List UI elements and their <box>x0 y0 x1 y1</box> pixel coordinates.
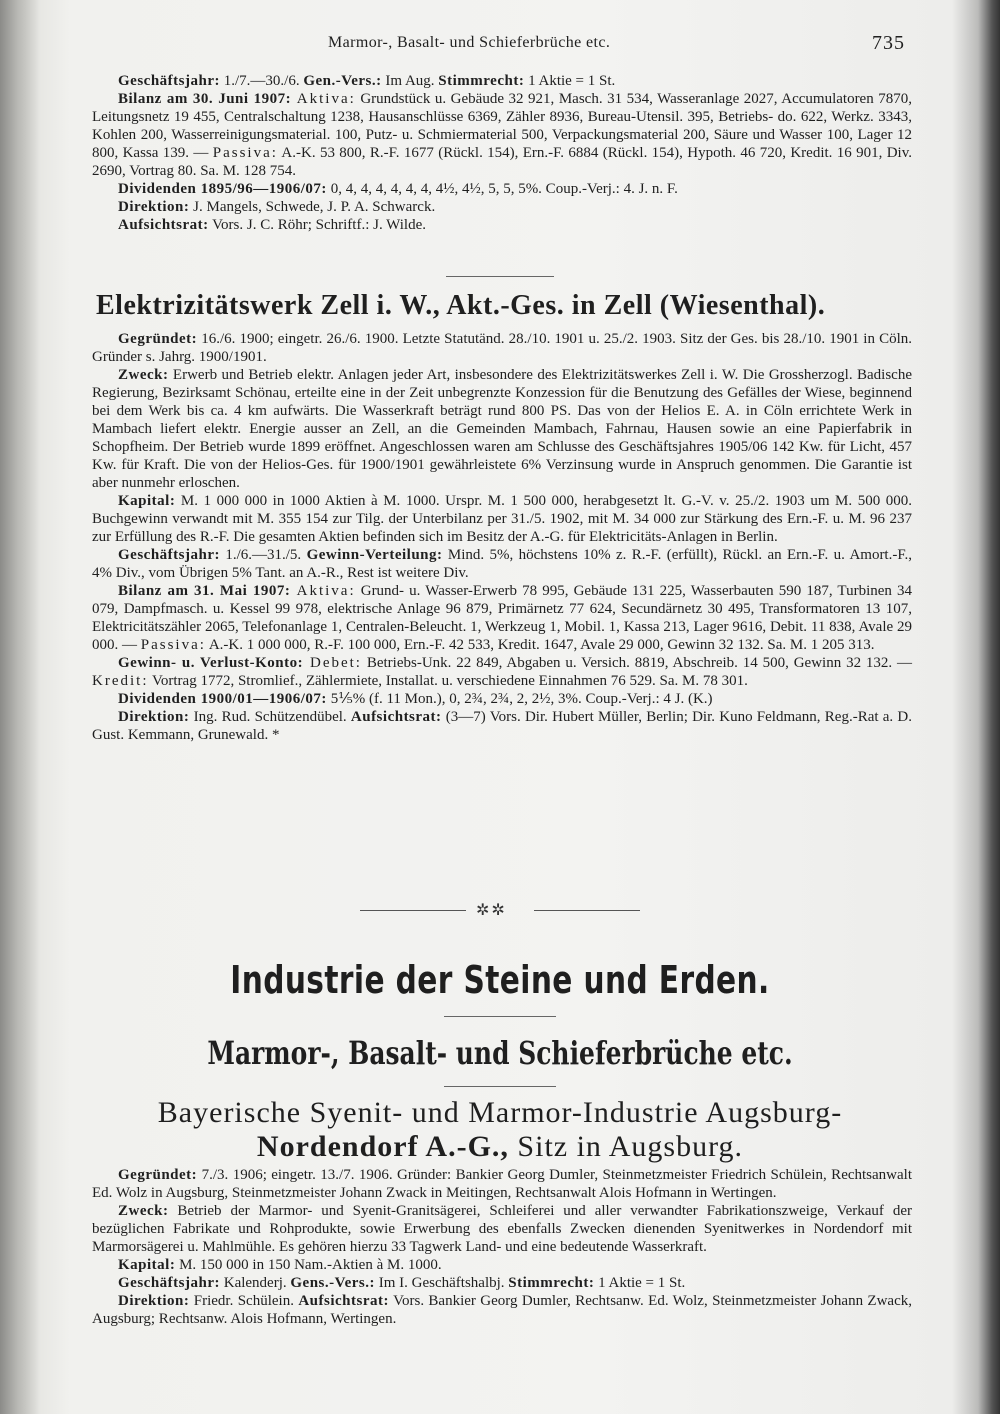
entry3-meta: Geschäftsjahr: Kalenderj. Gens.-Vers.: Im I. Geschäftshalbj. Stimmrecht: 1 Aktie = 1 St. <box>118 1275 686 1291</box>
page-right-shadow <box>952 0 1000 1414</box>
label-geschaeftsjahr: Geschäftsjahr: <box>118 547 220 563</box>
label-geschaeftsjahr: Geschäftsjahr: <box>118 1275 220 1291</box>
entry3-kapital: Kapital: M. 150 000 in 150 Nam.-Aktien à M. 1000. <box>118 1257 442 1273</box>
label-dividenden: Dividenden 1895/96—1906/07: <box>118 181 327 197</box>
page-left-shadow <box>0 0 40 1414</box>
label-kapital: Kapital: <box>118 493 176 509</box>
entry2-gegruendet: Gegründet: 16./6. 1900; eingetr. 26./6. 1900. Letzte Statutänd. 28./10. 1901 u. 25./2. 1903. Sitz der Ges. bis 28./10. 1901 in Cöln. Gründer s. Jahrg. 1900/1901. <box>92 331 912 365</box>
label-guv: Gewinn- u. Verlust-Konto: <box>118 655 304 671</box>
label-zweck: Zweck: <box>118 1203 169 1219</box>
entry-bayerische-syenit <box>92 1166 912 1328</box>
label-bilanz: Bilanz am 30. Juni 1907: <box>118 91 292 107</box>
label-aufsichtsrat: Aufsichtsrat: <box>298 1293 389 1309</box>
company-heading-elektrizitaetswerk: Elektrizitätswerk Zell i. W., Akt.-Ges. in Zell (Wiesenthal). <box>96 290 826 321</box>
entry2-guv: Gewinn- u. Verlust-Konto: Debet: Betriebs-Unk. 22 849, Abgaben u. Versich. 8819, Abschreib. 14 500, Gewinn 32 132. — Kredit: Vortrag 1772, Stromlief., Zählermiete, Installat. u. verschiedene Einnahmen 76 529. Sa. M. 78 301. <box>92 655 913 689</box>
label-gegruendet: Gegründet: <box>118 1167 198 1183</box>
section-rule-1 <box>444 1016 556 1017</box>
running-head <box>0 28 1000 56</box>
label-dividenden: Dividenden 1900/01—1906/07: <box>118 691 327 707</box>
label-gegruendet: Gegründet: <box>118 331 198 347</box>
running-head-title: Marmor-, Basalt- und Schieferbrüche etc. <box>328 34 611 51</box>
label-direktion: Direktion: <box>118 1293 190 1309</box>
company-heading-line2: Nordendorf A.-G., Sitz in Augsburg. <box>256 1130 744 1163</box>
entry1-bilanz: Bilanz am 30. Juni 1907: Aktiva: Grundstück u. Gebäude 32 921, Masch. 31 534, Wasseranlage 2027, Accumulatoren 7870, Leitungsnetz 19 455, Centralschaltung 1238, Hausanschlüsse 6369, Zähler 8936, Bureau-Utensil. 395, Betriebs- do. 622, Werkz. 3343, Kohlen 200, Wasserreinigungsmaterial. 100, Putz- u. Schmiermaterial 500, Verpackungsmaterial 200, Säure und Wasser 100, Lager 12 800, Kassa 139. — Passiva: A.-K. 53 800, R.-F. 1677 (Rückl. 154), Ern.-F. 6884 (Rückl. 154), Hypoth. 46 720, Kredit. 16 901, Div. 2690, Vortrag 80. Sa. M. 128 754. <box>92 91 913 179</box>
label-kapital: Kapital: <box>118 1257 176 1273</box>
entry3-zweck: Zweck: Betrieb der Marmor- und Syenit-Granitsägerei, Schleiferei und aller verwandter Fabrikationszweige, Verkauf der bezüglichen Fabrikate und Rohprodukte, sowie Erwerbung des ebenfalls Zwecken dienenden Syenitwerkes in Nordendorf mit Marmorsägerei u. Mahlmühle. Es gehören hierzu 33 Tagwerk Land- und eine bedeutende Wasserkraft. <box>92 1203 912 1255</box>
label-direktion: Direktion: <box>118 199 190 215</box>
label-zweck: Zweck: <box>118 367 169 383</box>
label-direktion: Direktion: <box>118 709 190 725</box>
label-gen-vers: Gens.-Vers.: <box>290 1275 375 1291</box>
entry2-dividenden: Dividenden 1900/01—1906/07: 5⅕% (f. 11 Mon.), 0, 2¾, 2¾, 2, 2½, 3%. Coup.-Verj.: 4 J. (K.) <box>118 691 713 707</box>
label-gewinn-verteilung: Gewinn-Verteilung: <box>306 547 443 563</box>
entry1-meta: Geschäftsjahr: 1./7.—30./6. Gen.-Vers.: Im Aug. Stimmrecht: 1 Aktie = 1 St. <box>118 73 616 89</box>
entry2-direktion: Direktion: Ing. Rud. Schützendübel. Aufsichtsrat: (3—7) Vors. Dir. Hubert Müller, Berlin; Dir. Kuno Feldmann, Reg.-Rat a. D. Gust. Kemmann, Grunewald. * <box>92 709 912 743</box>
entry3-direktion: Direktion: Friedr. Schülein. Aufsichtsrat: Vors. Bankier Georg Dumler, Rechtsanw. Ed. Wolz, Steinmetzmeister Johann Zwack, Augsburg; Rechtsanw. Alois Hofmann, Wertingen. <box>92 1293 912 1327</box>
entry1-direktion: Direktion: J. Mangels, Schwede, J. P. A. Schwarck. <box>118 199 436 215</box>
section-title: Industrie der Steine und Erden. <box>230 958 770 1002</box>
entry2-kapital: Kapital: M. 1 000 000 in 1000 Aktien à M. 1000. Urspr. M. 1 500 000, herabgesetzt lt. G.-V. v. 25./2. 1903 um M. 500 000. Buchgewinn verwandt mit M. 355 154 zur Tilg. der Unterbilanz per 31./5. 1902, mit M. 34 000 zur Stärkung des Ern.-F. u. M. 96 237 zur Erfüllung des R.-F. Die gesamten Aktien befinden sich im Besitz der A.-G. für Elektricitäts-Anlagen in Berlin. <box>92 493 912 545</box>
entry2-geschaeftsjahr: Geschäftsjahr: 1./6.—31./5. Gewinn-Verteilung: Mind. 5%, höchstens 10% z. R.-F. (erfüllt), Rückl. an Ern.-F. u. Amort.-F., 4% Div., vom Übrigen 5% Tant. an A.-R., Rest ist weitere Div. <box>92 547 912 581</box>
label-stimmrecht: Stimmrecht: <box>508 1275 595 1291</box>
entry2-bilanz: Bilanz am 31. Mai 1907: Aktiva: Grund- u. Wasser-Erwerb 78 995, Gebäude 131 225, Wasserbauten 590 187, Turbinen 34 079, Dampfmasch. u. Kessel 99 978, elektrische Anlage 96 879, Primärnetz 77 624, Secundärnetz 30 495, Transformatoren 13 107, Elektricitätszähler 2065, Telefonanlage 1, Centralen-Beleucht. 1, Werkzeug 1, Mobil. 1, Kassa 213, Lager 9616, Debit. 11 838, Avale 29 000. — Passiva: A.-K. 1 000 000, R.-F. 100 000, Ern.-F. 42 533, Kredit. 1647, Avale 29 000, Gewinn 32 132. Sa. M. 1 205 313. <box>92 583 912 653</box>
label-aufsichtsrat: Aufsichtsrat: <box>118 217 209 233</box>
section-subtitle: Marmor-, Basalt- und Schieferbrüche etc. <box>207 1034 793 1072</box>
section-ornament <box>360 904 640 918</box>
label-stimmrecht: Stimmrecht: <box>438 73 525 89</box>
entry-elektrizitaetswerk <box>92 330 912 744</box>
entry1-aufsichtsrat: Aufsichtsrat: Vors. J. C. Röhr; Schriftf.: J. Wilde. <box>118 217 426 233</box>
entry-continued <box>92 72 912 234</box>
label-aufsichtsrat: Aufsichtsrat: <box>350 709 442 725</box>
company-heading-line1: Bayerische Syenit- und Marmor-Industrie Augsburg- <box>157 1096 843 1129</box>
company-heading-bayerische-syenit <box>0 1096 1000 1164</box>
label-bilanz: Bilanz am 31. Mai 1907: <box>118 583 291 599</box>
entry1-dividenden: Dividenden 1895/96—1906/07: 0, 4, 4, 4, 4, 4, 4, 4½, 4½, 5, 5, 5%. Coup.-Verj.: 4. J. n. F. <box>118 181 678 197</box>
page-number: 735 <box>872 32 905 54</box>
label-gen-vers: Gen.-Vers.: <box>303 73 382 89</box>
entry3-gegruendet: Gegründet: 7./3. 1906; eingetr. 13./7. 1906. Gründer: Bankier Georg Dumler, Steinmetzmeister Friedrich Schülein, Rechtsanwalt Ed. Wolz in Augsburg, Steinmetzmeister Johann Zwack in Meitingen, Rechtsanwalt Alois Hofmann in Wertingen. <box>92 1167 912 1201</box>
entry2-zweck: Zweck: Erwerb und Betrieb elektr. Anlagen jeder Art, insbesondere des Elektrizitätswerkes Zell i. W. Die Grossherzogl. Badische Regierung, Bezirksamt Schönau, erteilte eine in der Zeit unbegrenzte Konzession für die Benutzung des Gefälles der Wiese, beginnend bei dem Werk bis ca. 4 km aufwärts. Die Wasserkraft beträgt rund 800 PS. Das von der Helios E. A. in Cöln errichtete Werk in Mambach liefert elektr. Energie ausser an Zell, an die Gemeinden Mambach, Fahrnau, Hausen sowie an eine Papierfabrik in Schopfheim. Der Betrieb wurde 1899 eröffnet. Angeschlossen waren am Schlusse des Geschäftsjahres 1905/06 142 Kw. für Licht, 457 Kw. für Kraft. Die von der Helios-Ges. für 1900/1901 gewährleistete 6% Verzinsung wurde in Anspruch genommen. Die Garantie ist aber nunmehr erloschen. <box>92 367 912 491</box>
ornament-flourish-icon: ✲✲ <box>476 902 507 919</box>
section-rule-2 <box>444 1086 556 1087</box>
label-geschaeftsjahr: Geschäftsjahr: <box>118 73 220 89</box>
separator-rule <box>446 276 554 277</box>
